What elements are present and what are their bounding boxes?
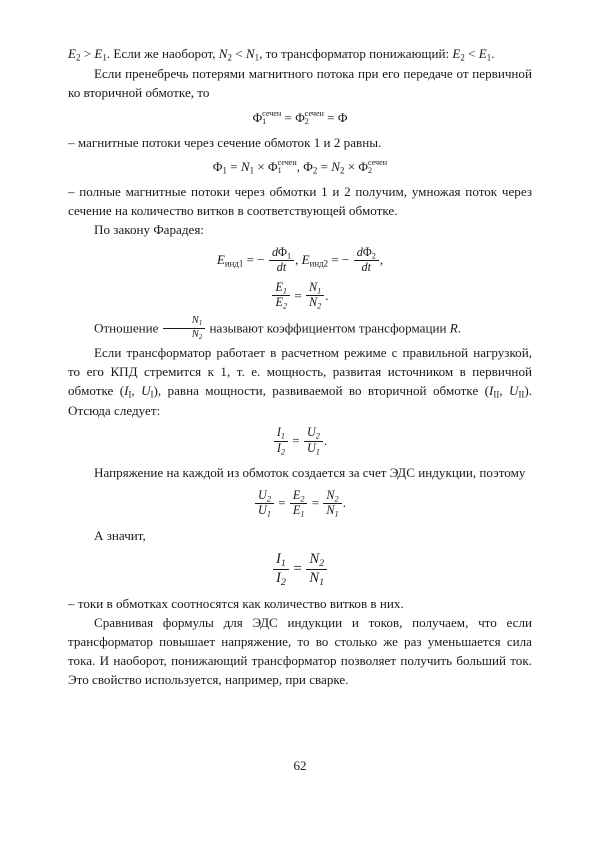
paragraph-10: – токи в обмотках соотносятся как количество витков в них. — [68, 596, 404, 612]
formula-total-flux: $\Phi_1 = N_1 \times \Phi$ сечен 1 , $\Phi_2 = N_2 \times \Phi$ сечен 2 — [212, 158, 388, 176]
paragraph-3: – магнитные потоки через сечение обмоток 1 и 2 равны. — [68, 134, 382, 150]
formula-current-turns-ratio: $\frac{I_1}{I_2}$ = $\frac{N_2}{N_1}$ — [68, 552, 532, 589]
formula-emf-turns-ratio: $\frac{E_1}{E_2}$ = $\frac{N_1}{N_2}$ . — [68, 282, 532, 312]
formula-voltage-emf-turns: $\frac{U_2}{U_1}$ = $\frac{E_2}{E_1}$ = $\frac{N_2}{N_1}$ . — [68, 489, 532, 519]
paragraph-7: Если трансформатор работает в расчетном режиме с правильной нагрузкой, то его КПД стремится к 1, т. е. мощность, развитая источником в первичной обмотке ($I_I$, $U_I$), равна мощности, развиваемой во вторичной обмотке ($I_{II}$, $U_{II}$). Отсюда следует: — [68, 344, 532, 419]
paragraph-1: $E_2 > E_1$. Если же наоборот, $N_2 < N_1$, то трансформатор понижающий: $E_2 < E_1$. — [68, 46, 495, 63]
paragraph-11: Сравнивая формулы для ЭДС индукции и токов, получаем, что если трансформатор повышает напряжение, то во столько же раз уменьшается сила тока. И наоборот, понижающий трансформатор позволяет получить больший ток. Это свойство используется, например, при сварке. — [68, 615, 532, 688]
paragraph-8: Напряжение на каждой из обмоток создается за счет ЭДС индукции, поэтому — [94, 465, 526, 481]
paragraph-2: Если пренебречь потерями магнитного потока при его передаче от первичной ко вторичной обмотке, то — [68, 66, 532, 101]
paragraph-9: А значит, — [94, 527, 146, 543]
page-number: 62 — [293, 758, 307, 773]
formula-current-voltage-ratio: $\frac{I_1}{I_2}$ = $\frac{U_2}{U_1}$ . — [68, 427, 532, 457]
paragraph-6: Отношение $\frac{N_1}{N_2}$ называют коэффициентом трансформации R. — [94, 315, 462, 342]
paragraph-4: – полные магнитные потоки через обмотки 1 и 2 получим, умножая поток через сечение на количество витков в соответствующей обмотке. — [68, 184, 532, 219]
formula-faraday-emf: $E_{инд1}$ = − $\frac{d\Phi_1}{dt}$ , $E_{инд2}$ = − $\frac{d\Phi_2}{dt}$ , — [216, 244, 384, 275]
page-body — [68, 44, 532, 690]
formula-flux-section-equality: Φ сечен 1 = Φ сечен 2 = Φ — [252, 108, 348, 127]
paragraph-5: По закону Фарадея: — [94, 222, 204, 238]
